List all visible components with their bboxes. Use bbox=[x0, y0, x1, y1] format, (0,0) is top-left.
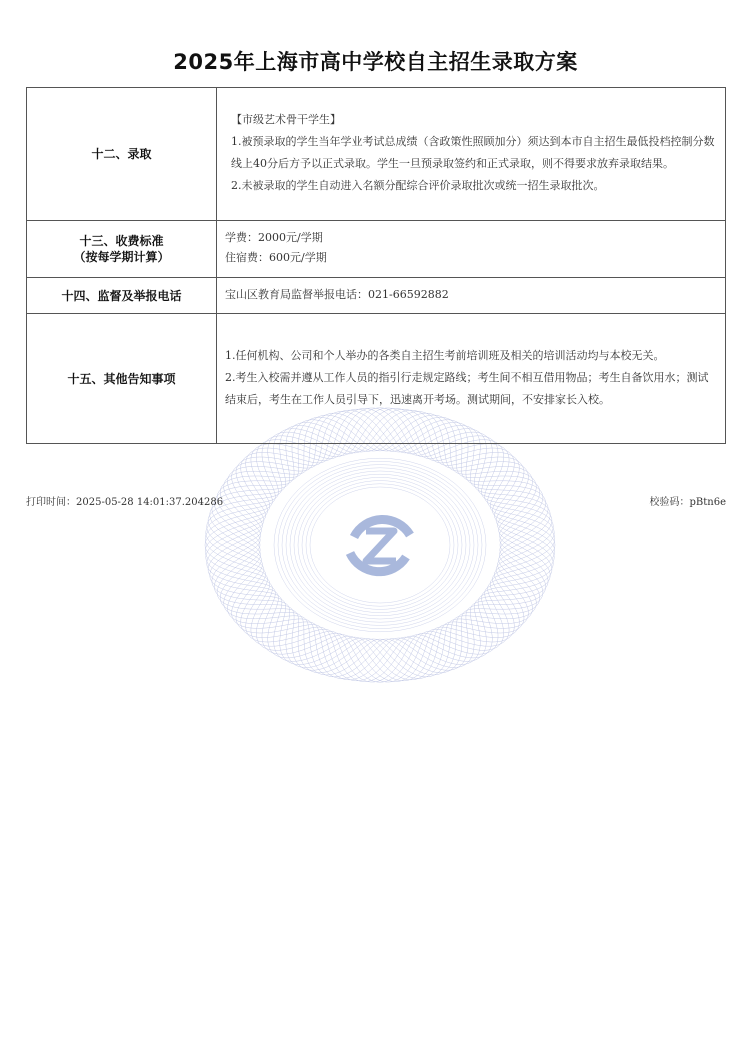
content-paragraph: 2.未被录取的学生自动进入名额分配综合评价录取批次或统一招生录取批次。 bbox=[231, 179, 605, 192]
print-time: 打印时间：2025-05-28 14:01:37.204286 bbox=[26, 497, 224, 508]
school-logo-icon bbox=[350, 519, 410, 571]
row-content bbox=[217, 88, 726, 221]
table-row-notices bbox=[27, 314, 726, 444]
table-row-fees bbox=[27, 221, 726, 278]
row-label bbox=[27, 88, 217, 221]
page-title: 2025年上海市高中学校自主招生录取方案 bbox=[173, 50, 578, 74]
row-label-text: 十二、录取 bbox=[91, 147, 152, 161]
content-paragraph: 住宿费：600元/学期 bbox=[225, 251, 327, 264]
section-heading: 【市级艺术骨干学生】 bbox=[231, 113, 341, 126]
row-label-subtext: （按每学期计算） bbox=[73, 250, 170, 264]
row-content bbox=[217, 278, 726, 314]
admission-plan-table bbox=[26, 87, 726, 444]
row-label bbox=[27, 278, 217, 314]
row-label-text: 十五、其他告知事项 bbox=[67, 371, 176, 386]
content-paragraph: 1.被预录取的学生当年学业考试总成绩（含政策性照顾加分）须达到本市自主招生最低投档控制分数线上40分后方予以正式录取。学生一旦预录取签约和正式录取，则不得要求放弃录取结果。 bbox=[231, 135, 715, 170]
row-content bbox=[217, 314, 726, 444]
row-label bbox=[27, 314, 217, 444]
row-label-text: 十四、监督及举报电话 bbox=[61, 288, 182, 303]
content-paragraph: 1.任何机构、公司和个人举办的各类自主招生考前培训班及相关的培训活动均与本校无关。 bbox=[225, 348, 665, 362]
row-label-text: 十三、收费标准 bbox=[79, 234, 164, 248]
table-row-admission bbox=[27, 88, 726, 221]
row-content bbox=[217, 221, 726, 278]
content-paragraph: 学费：2000元/学期 bbox=[225, 231, 323, 244]
row-label bbox=[27, 221, 217, 278]
verify-code: 校验码：pBtn6e bbox=[649, 497, 726, 508]
content-paragraph: 宝山区教育局监督举报电话：021-66592882 bbox=[225, 287, 449, 301]
table-row-supervision bbox=[27, 278, 726, 314]
content-paragraph: 2.考生入校需并遵从工作人员的指引行走规定路线；考生间不相互借用物品；考生自备饮用水；测试结束后，考生在工作人员引导下，迅速离开考场。测试期间，不安排家长入校。 bbox=[225, 370, 709, 406]
